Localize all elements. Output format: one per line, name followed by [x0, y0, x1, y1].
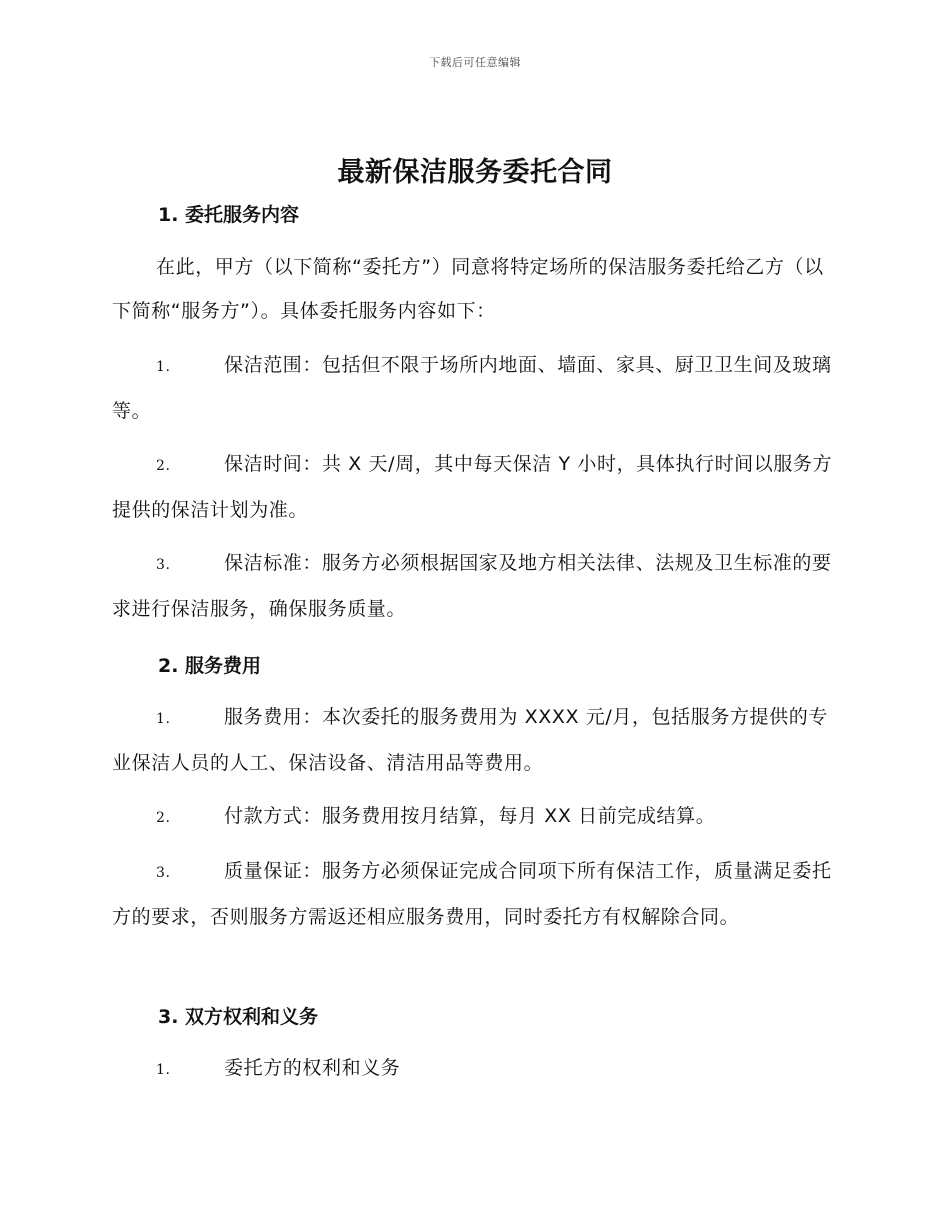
list-item: [112, 442, 836, 532]
list-number: 2.: [156, 810, 171, 826]
list-item: [112, 794, 836, 840]
list-number: 1.: [156, 359, 171, 375]
section-heading-2: 2. 服务费用: [158, 655, 262, 677]
list-number: 1.: [156, 711, 171, 727]
section-1-intro: 在此，甲方（以下简称“委托方”）同意将特定场所的保洁服务委托给乙方（以下简称“服务方”）。具体委托服务内容如下：: [112, 256, 824, 322]
list-item: [112, 695, 836, 785]
list-text: 保洁范围：包括但不限于场所内地面、墙面、家具、厨卫卫生间及玻璃等。: [112, 354, 832, 422]
list-item: [112, 541, 836, 631]
list-text: 质量保证：服务方必须保证完成合同项下所有保洁工作，质量满足委托方的要求，否则服务方需返还相应服务费用，同时委托方有权解除合同。: [112, 860, 832, 928]
list-text: 保洁标准：服务方必须根据国家及地方相关法律、法规及卫生标准的要求进行保洁服务，确保服务质量。: [112, 552, 832, 620]
list-text: 委托方的权利和义务: [224, 1057, 401, 1079]
list-number: 3.: [156, 557, 171, 573]
header-note: 下载后可任意编辑: [429, 56, 521, 69]
list-item: [112, 343, 836, 433]
list-text: 付款方式：服务费用按月结算，每月 XX 日前完成结算。: [224, 805, 716, 827]
list-number: 2.: [156, 458, 171, 474]
list-item: [112, 1046, 836, 1092]
list-text: 保洁时间：共 X 天/周，其中每天保洁 Y 小时，具体执行时间以服务方提供的保洁计划为准。: [112, 453, 833, 521]
list-number: 3.: [156, 865, 171, 881]
list-text: 服务费用：本次委托的服务费用为 XXXX 元/月，包括服务方提供的专业保洁人员的人工、保洁设备、清洁用品等费用。: [112, 706, 828, 774]
section-heading-1: 1. 委托服务内容: [158, 204, 300, 226]
list-number: 1.: [156, 1062, 171, 1078]
document-title: 最新保洁服务委托合同: [337, 157, 613, 188]
list-item: [112, 849, 836, 939]
section-heading-3: 3. 双方权利和义务: [158, 1006, 319, 1028]
